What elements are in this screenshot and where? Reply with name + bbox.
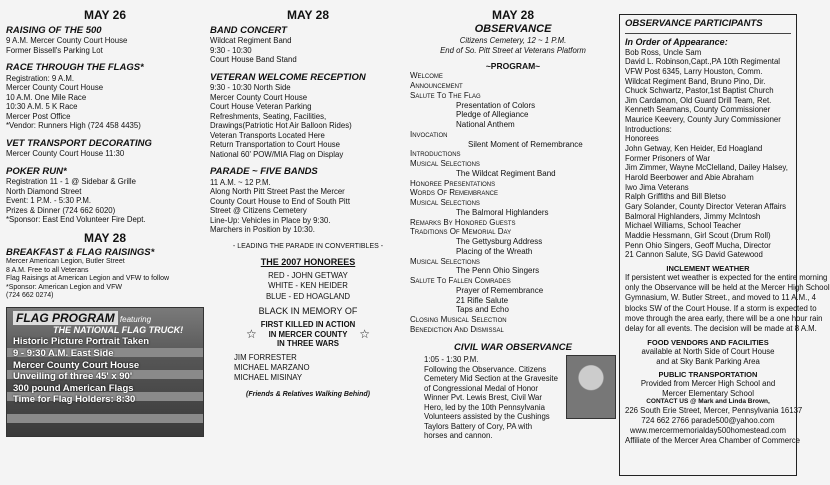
text-line: 10:30 A.M. 5 K Race (6, 102, 78, 112)
event-title: POKER RUN* (6, 165, 67, 177)
text-line: MICHAEL MISINAY (234, 373, 303, 383)
text-line: Michael Williams, School Teacher (625, 221, 741, 231)
event-details (6, 36, 204, 55)
program-item: The Penn Ohio Singers (456, 266, 540, 276)
text-line: Volunteers assisted by the Cushings (424, 412, 550, 422)
text-line: Balmoral Highlanders, Jimmy McIntosh (625, 211, 761, 221)
text-line: Former Bissell's Parking Lot (6, 45, 103, 55)
text-line: End of So. Pitt Street at Veterans Platform (440, 45, 586, 55)
event-title: BAND CONCERT (210, 24, 287, 36)
text-line: Line-Up: Vehicles in Place by 9:30. (210, 215, 331, 225)
text-line: 10 A.M. One Mile Race (6, 92, 87, 102)
program-item: Closing Musical Selection (410, 315, 507, 325)
event-details (6, 177, 204, 225)
event-title: PARADE ~ FIVE BANDS (210, 166, 318, 178)
order-heading: In Order of Appearance: (625, 36, 728, 47)
event-title: VETERAN WELCOME RECEPTION (210, 71, 366, 83)
text-line: Flag Raisings at American Legion and VFW to follow (6, 275, 170, 283)
program-item: Prayer of Remembrance (456, 285, 544, 295)
memory-label: BLACK IN MEMORY OF (258, 305, 358, 316)
text-line: Mercer American Legion, Butler Street (6, 258, 125, 266)
event-details (6, 74, 204, 131)
text-line: Citizens Cemetery, 12 ~ 1 P.M. (459, 36, 567, 46)
flag-details (13, 336, 197, 405)
program-item: Announcement (410, 81, 463, 91)
text-line: Return Transportation to Court House (210, 140, 341, 150)
event-details (210, 178, 406, 235)
text-line: Cemetery Mid Section at the Gravesite (424, 374, 558, 384)
program-item: The Gettysburg Address (456, 237, 543, 247)
weather-heading: INCLEMENT WEATHER (666, 263, 750, 273)
text-line: Time for Flag Holders: 8:30 (13, 394, 136, 406)
text-line: Former Prisoners of War (625, 153, 711, 163)
fallen-list (210, 353, 406, 383)
flag-featuring: featuring (119, 314, 152, 324)
text-line: John Getway, Ken Heider, Ed Hoagland (625, 144, 763, 154)
day-heading: MAY 28 (286, 8, 330, 22)
text-line: 9:30 - 10:30 North Side (210, 83, 291, 93)
text-line: Gymnasium, W. Butler Street., and moved to 11 A.M., 4 (625, 293, 816, 303)
text-line: Gary Solander, County Director Veteran Affairs (625, 202, 787, 212)
text-line: Following the Observance. Citizens (424, 364, 547, 374)
text-line: 11 A.M. ~ 12 P.M. (210, 177, 271, 187)
food-heading: FOOD VENDORS AND FACILITIES (647, 337, 769, 347)
text-line: Unveiling of three 45' x 90' (13, 371, 133, 383)
text-line: Refreshments, Seating, Facilities, (210, 111, 327, 121)
text-line: Mercer Post Office (6, 111, 71, 121)
text-line: North Diamond Street (6, 186, 82, 196)
contact-heading: CONTACT US @ Mark and Linda Brown, (646, 398, 770, 406)
text-line: Prizes & Dinner (724 662 6020) (6, 205, 116, 215)
event-details (6, 149, 204, 159)
event-details (6, 258, 204, 301)
text-line: (724 662 0274) (6, 292, 54, 300)
day-heading: MAY 26 (83, 8, 127, 22)
text-line: Provided from Mercer High School and (640, 379, 776, 389)
program-item: Taps and Echo (456, 305, 509, 315)
program-item: National Anthem (456, 120, 515, 130)
participants-list (625, 48, 791, 260)
text-line: Iwo Jima Veterans (625, 182, 689, 192)
program-item: Remarks By Honored Guests (410, 217, 516, 227)
program-item: Introductions (410, 149, 461, 159)
participants-panel (619, 14, 830, 476)
program-item: Salute To Fallen Comrades (410, 276, 511, 286)
civil-war-title: CIVIL WAR OBSERVANCE (454, 341, 572, 353)
observance-location (410, 36, 616, 55)
text-line: 9 - 9:30 A.M. East Side (13, 347, 114, 359)
flag-truck-subtitle: THE NATIONAL FLAG TRUCK! (53, 325, 184, 336)
honorees-list (210, 271, 406, 301)
text-line: Kenneth Seamans, County Commissioner (625, 105, 771, 115)
text-line: 8 A.M. Free to all Veterans (6, 266, 89, 274)
text-line: Street @ Citizens Cemetery (210, 206, 307, 216)
text-line: JIM FORRESTER (234, 352, 297, 362)
program-item: The Balmoral Highlanders (456, 207, 549, 217)
program-item: Welcome (410, 71, 443, 81)
text-line: Mercer Elementary School (662, 388, 754, 398)
text-line: IN MERCER COUNTY (268, 329, 348, 339)
text-line: blocks SW of the Court House. If a storm is expected to (625, 303, 817, 313)
text-line: David L. Robinson,Capt.,PA 10th Regimental (625, 57, 781, 67)
text-line: Winner Pvt. Lewis Brest, Civil War (424, 393, 542, 403)
text-line: move through the area early, there will be a one hour rain (625, 313, 823, 323)
program-item: Salute To The Flag (410, 90, 481, 100)
text-line: 21 Cannon Salute, SG David Gatewood (625, 250, 763, 260)
star-icon: ☆ (359, 327, 371, 342)
text-line: National 60' POW/MIA Flag on Display (210, 149, 344, 159)
star-icon: ☆ (245, 327, 257, 342)
program-list (410, 71, 616, 334)
text-line: Maddie Hessmann, Girl Scout (Drum Roll) (625, 231, 771, 241)
program-item: Musical Selections (410, 256, 480, 266)
food-text (625, 347, 791, 366)
column-observance (410, 6, 616, 441)
text-line: Introductions: (625, 124, 672, 134)
text-line: If persistent wet weather is expected for the entire morning (625, 273, 828, 283)
text-line: Mercer County Court House (13, 359, 140, 371)
program-item: Musical Selections (410, 159, 480, 169)
text-line: Hero, led by the 10th Pennsylvania (424, 402, 545, 412)
column-may28-events (210, 6, 406, 400)
friends-note: (Friends & Relatives Walking Behind) (246, 391, 370, 399)
text-line: and at Sky Bank Parking Area (656, 356, 760, 366)
text-line: Harold Beerbower and Abie Abraham (625, 173, 754, 183)
text-line: only the Observance will be held at the Mercer High School (625, 283, 830, 293)
program-heading: ~PROGRAM~ (485, 61, 541, 72)
flag-program-panel (6, 307, 204, 437)
weather-text (625, 273, 830, 334)
observance-title: OBSERVANCE (474, 22, 552, 35)
program-item: Invocation (410, 129, 448, 139)
text-line: Wildcat Regiment Band, Bruno Pino, Dir. (625, 76, 766, 86)
text-line: Mercer County Court House 11:30 (6, 149, 125, 159)
text-line: IN THREE WARS (277, 339, 339, 349)
text-line: of Congressional Medal of Honor (424, 383, 538, 393)
text-line: Chuck Schwartz, Pastor,1st Baptist Church (625, 86, 774, 96)
text-line: County Court House to End of South Pitt (210, 196, 350, 206)
event-details (210, 36, 406, 65)
text-line: Court House Veteran Parking (210, 102, 312, 112)
text-line: Mercer County Court House (6, 83, 104, 93)
program-item: Benediction And Dismissal (410, 324, 504, 334)
day-heading: MAY 28 (491, 8, 535, 22)
text-line: Jim Zimmer, Wayne McClelland, Dailey Halsey, (625, 163, 788, 173)
text-line: 9 A.M. Mercer County Court House (6, 36, 128, 46)
program-item: Presentation of Colors (456, 100, 536, 110)
text-line: Event: 1 P.M. - 5:30 P.M. (6, 196, 92, 206)
event-title: BREAKFAST & FLAG RAISINGS* (6, 246, 155, 258)
text-line: Taylors Battery of Cory, PA with (424, 421, 533, 431)
program-item: 21 Rifle Salute (456, 295, 509, 305)
transport-text (625, 379, 791, 398)
convertibles-note: - LEADING THE PARADE IN CONVERTIBLES - (232, 242, 384, 250)
text-line: Ralph Griffiths and Bill Bletso (625, 192, 726, 202)
text-line: Mercer County Court House (210, 92, 308, 102)
flag-program-title: FLAG PROGRAM (13, 311, 118, 326)
program-item: Placing of the Wreath (456, 246, 533, 256)
text-line: available at North Side of Court House (641, 347, 775, 357)
text-line: 724 662 2766 parade500@yahoo.com (641, 416, 775, 426)
text-line: Affiliate of the Mercer Area Chamber of Commerce (625, 436, 800, 446)
text-line: FIRST KILLED IN ACTION (260, 320, 356, 330)
text-line: 9:30 - 10:30 (210, 45, 252, 55)
program-item: Pledge of Allegiance (456, 110, 529, 120)
contact-text (625, 406, 803, 447)
text-line: Veteran Transports Located Here (210, 130, 325, 140)
text-line: *Vendor: Runners High (724 458 4435) (6, 121, 141, 131)
event-title: RAISING OF THE 500 (6, 24, 102, 36)
column-may26 (6, 6, 204, 437)
text-line: Marchers in Position by 10:30. (210, 225, 315, 235)
text-line: *Sponsor: East End Volunteer Fire Dept. (6, 215, 146, 225)
text-line: Wildcat Regiment Band (210, 36, 292, 46)
text-line: 1:05 - 1:30 P.M. (424, 355, 479, 365)
text-line: WHITE - KEN HEIDER (268, 281, 348, 291)
text-line: *Sponsor: American Legion and VFW (6, 283, 122, 291)
participants-title: OBSERVANCE PARTICIPANTS (625, 18, 763, 29)
event-title: RACE THROUGH THE FLAGS* (6, 62, 144, 74)
civil-war-portrait (566, 355, 616, 419)
text-line: VFW Post 6345, Larry Houston, Comm. (625, 66, 763, 76)
text-line: Registration: 9 A.M. (6, 73, 75, 83)
text-line: Historic Picture Portrait Taken (13, 336, 150, 348)
transport-heading: PUBLIC TRANSPORTATION (658, 370, 758, 380)
text-line: RED - JOHN GETWAY (268, 271, 348, 281)
text-line: Maurice Keevery, County Jury Commissioner (625, 115, 781, 125)
first-killed-label (261, 320, 356, 349)
event-details (210, 83, 406, 159)
program-item: Words Of Remembrance (410, 188, 499, 198)
text-line: delay for all events. The decision will be made at 8 A.M. (625, 323, 817, 333)
text-line: 226 South Erie Street, Mercer, Pennsylvania 16137 (625, 406, 803, 416)
text-line: Jim Cardamon, Old Guard Drill Team, Ret. (625, 95, 772, 105)
text-line: Honorees (625, 134, 659, 144)
text-line: Along North Pitt Street Past the Mercer (210, 187, 345, 197)
text-line: Penn Ohio Singers, Geoff Mucha, Director (625, 240, 771, 250)
program-item: Traditions Of Memorial Day (410, 227, 512, 237)
text-line: Court House Band Stand (210, 55, 297, 65)
text-line: www.mercermemorialday500homestead.com (630, 426, 786, 436)
day-heading: MAY 28 (83, 230, 127, 245)
text-line: Drawings(Patriotic Hot Air Balloon Rides) (210, 121, 352, 131)
program-item: Honoree Presentations (410, 178, 496, 188)
text-line: BLUE - ED HOAGLAND (265, 291, 351, 301)
text-line: Registration 11 - 1 @ Sidebar & Grille (6, 177, 136, 187)
honorees-title: THE 2007 HONOREES (260, 257, 356, 268)
program-item: The Wildcat Regiment Band (456, 168, 556, 178)
program-item: Silent Moment of Remembrance (468, 139, 583, 149)
text-line: Bob Ross, Uncle Sam (625, 47, 702, 57)
text-line: MICHAEL MARZANO (234, 363, 310, 373)
program-item: Musical Selections (410, 198, 480, 208)
text-line: horses and cannon. (424, 431, 493, 441)
text-line: 300 pound American Flags (13, 382, 134, 394)
event-title: VET TRANSPORT DECORATING (6, 137, 152, 149)
